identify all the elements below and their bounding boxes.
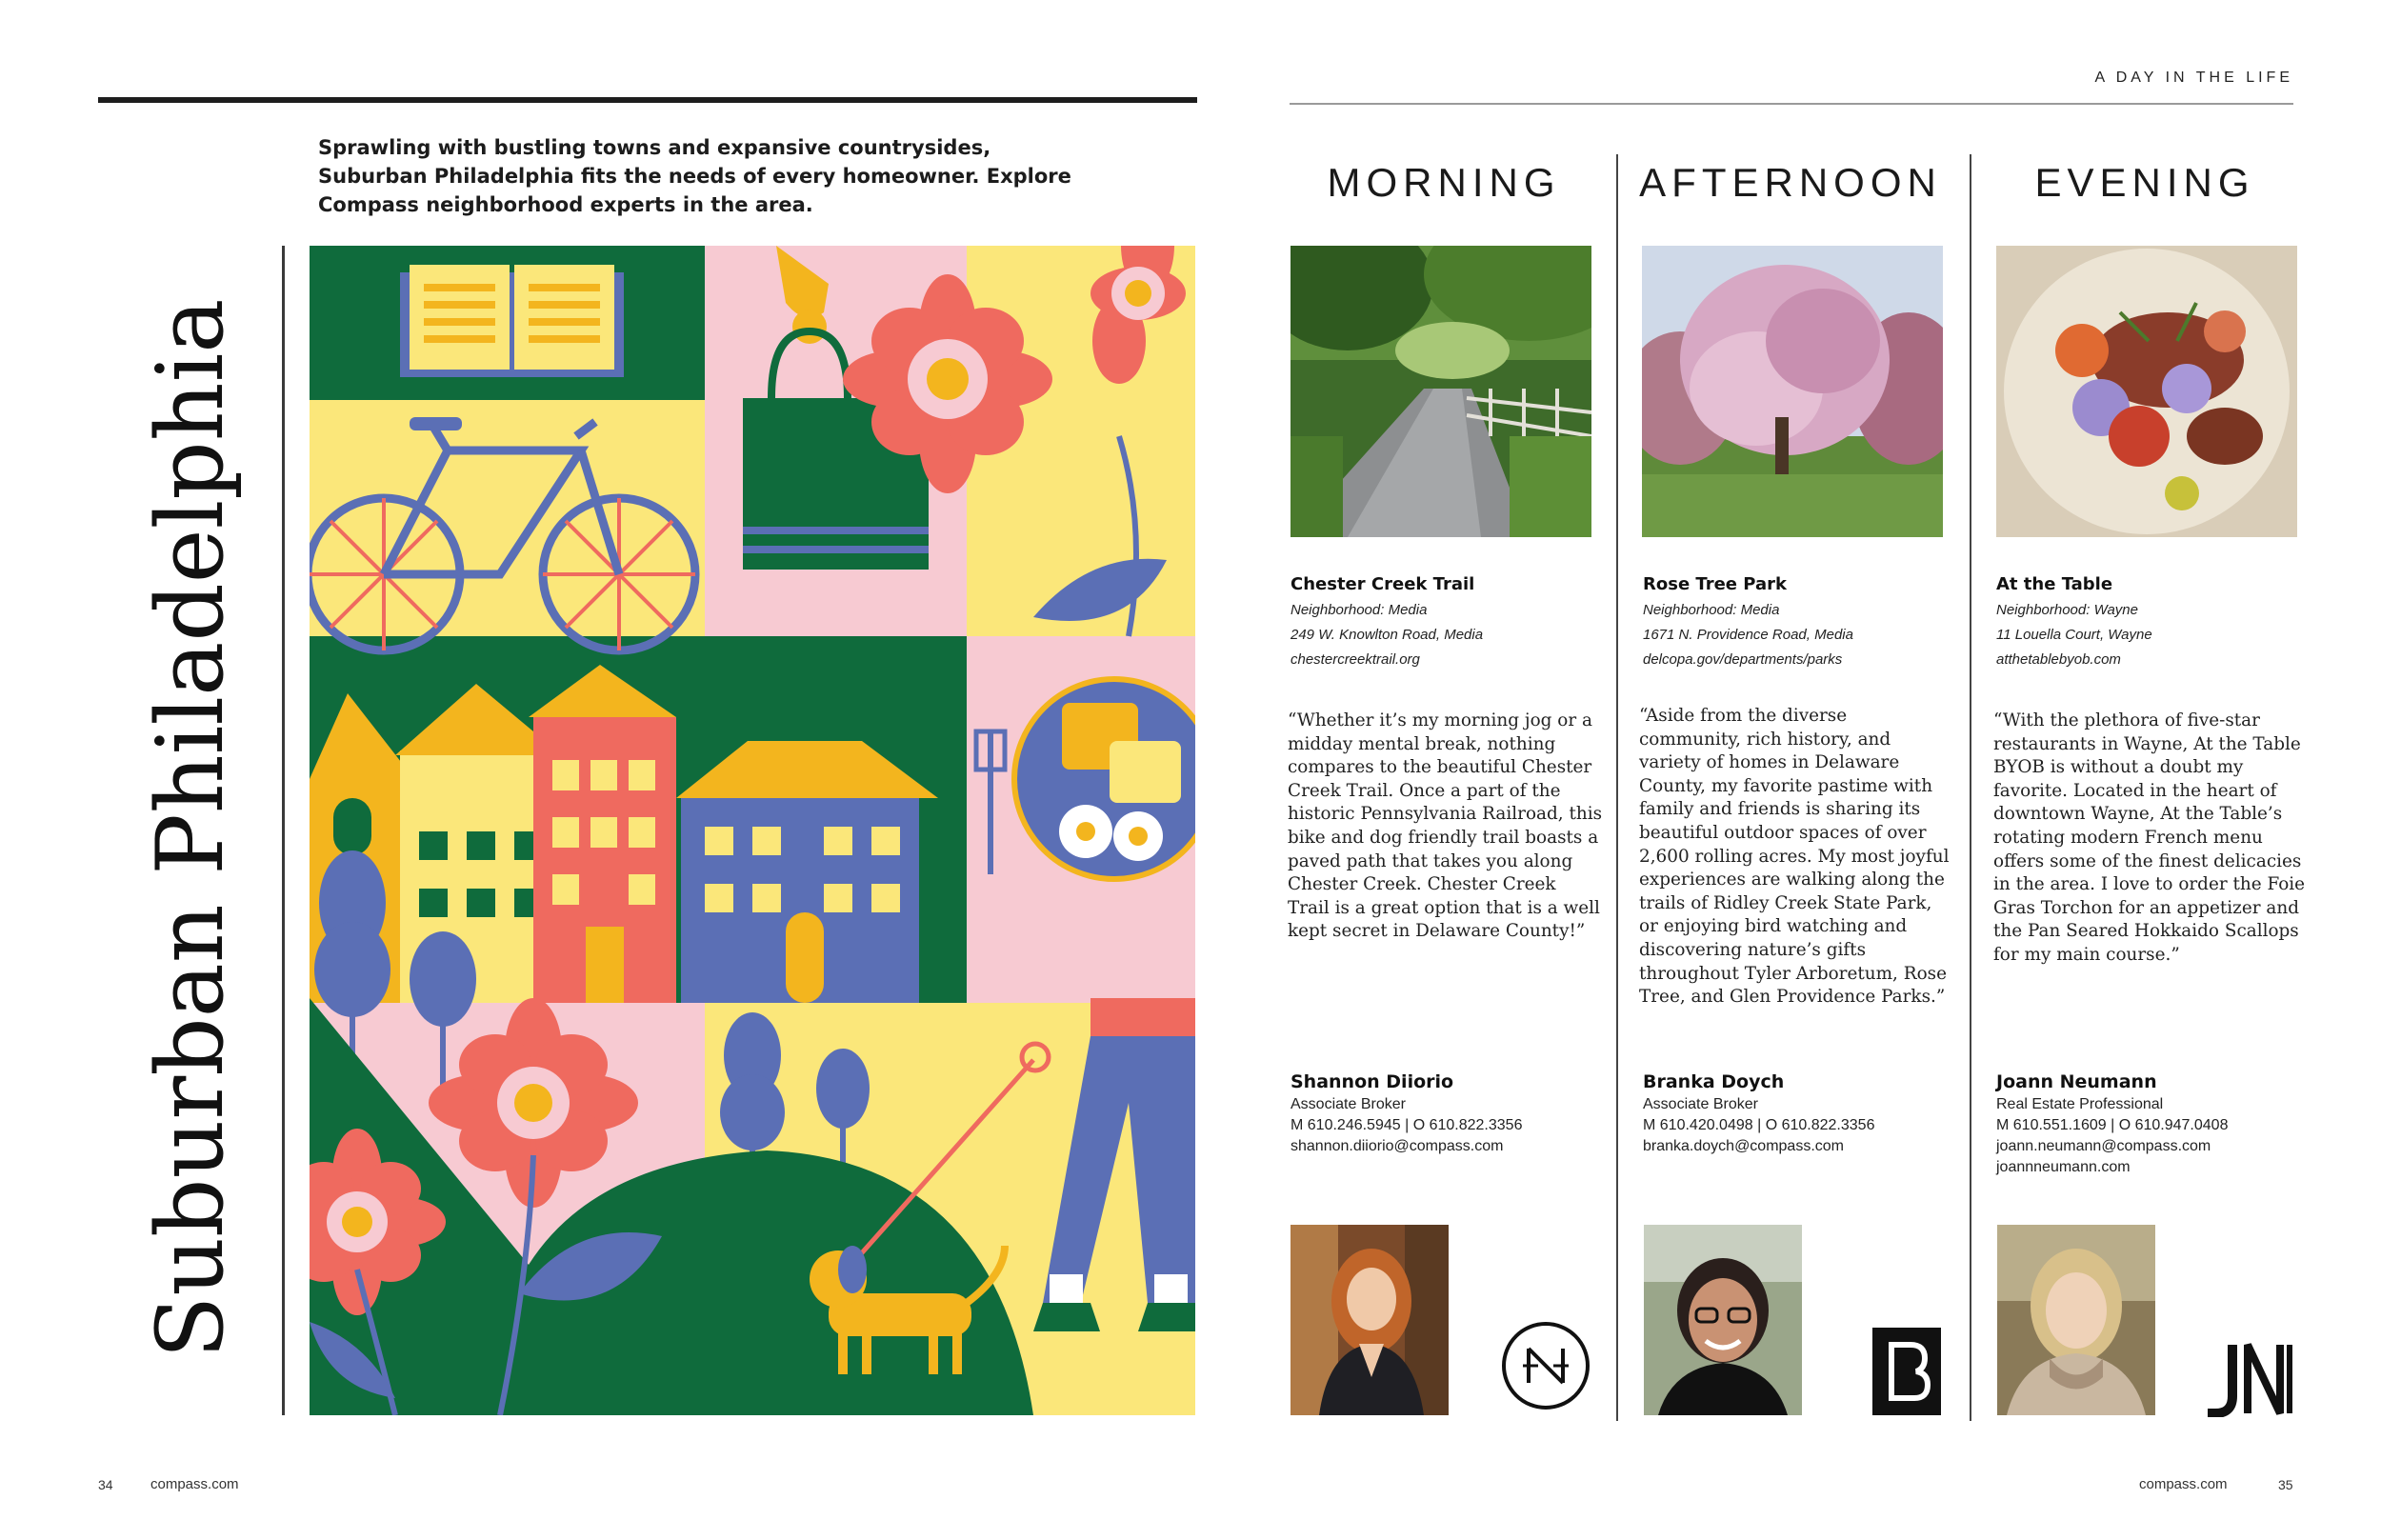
column-heading: MORNING (1327, 160, 1561, 205)
house-right (676, 741, 938, 1003)
intro-text: Sprawling with bustling towns and expansive countrysides, Suburban Philadelphia fits the needs of every homeowner. Explore Compass neighborhood experts in the area. (318, 136, 1071, 216)
place-address: 11 Louella Court, Wayne (1996, 627, 2152, 643)
agent-email[interactable]: branka.doych@compass.com (1643, 1138, 1844, 1154)
vertical-title-wrap (137, 243, 244, 1414)
trail-photo (1291, 246, 1591, 537)
agent-title: Real Estate Professional (1996, 1096, 2164, 1112)
book-icon (400, 265, 624, 377)
agent-quote: “Aside from the diverse community, rich history, and variety of homes in Delaware County, my favorite pastime with family and friends is sharing its beautiful outdoor spaces of over 2,600 rolling acres. My most joyful experiences are walking along the trails of Ridley Creek State Park, or enjoying bird watching and discovering nature’s gifts throughout Tyler Arboretum, Rose Tree, and Glen Providence Parks.” (1639, 706, 1950, 1008)
agent-quote: “Whether it’s my morning jog or a midday mental break, nothing compares to the beautiful Chester Creek Trail. Once a part of the historic Pennsylvania Railroad, this bike and dog friendly trail boasts a paved path that takes you along Chester Creek. Chester Creek Trail is a great option that is a well kept secret in Delaware County!” (1288, 710, 1603, 942)
vertical-rule (282, 246, 285, 1415)
agent-quote: “With the plethora of five-star restaurants in Wayne, At the Table BYOB is without a doubt my favorite. Located in the heart of downtown Wayne, At the Table’s rotating modern French menu offers some of the finest delicacies in the area. I love to order the Foie Gras Torchon for an appetizer and the Pan Seared Hokkaido Scallops for my main course.” (1993, 710, 2306, 965)
sn-circle-monogram-icon (1500, 1320, 1591, 1416)
agent-headshot (1997, 1225, 2155, 1415)
agent-headshot (1644, 1225, 1802, 1415)
agent-name: Shannon Diiorio (1291, 1071, 1454, 1092)
agent-email[interactable]: shannon.diiorio@compass.com (1291, 1138, 1504, 1154)
column-divider (1970, 154, 1971, 1421)
column-divider (1616, 154, 1618, 1421)
jn-monogram-icon (2206, 1341, 2295, 1422)
suburban-illustration (310, 246, 1195, 1415)
place-address: 249 W. Knowlton Road, Media (1291, 627, 1484, 643)
agent-phone: M 610.551.1609 | O 610.947.0408 (1996, 1117, 2229, 1133)
dish-photo (1996, 246, 2297, 537)
page-title: Suburban Philadelphia (137, 298, 244, 1359)
column-heading: AFTERNOON (1639, 160, 1942, 205)
place-neighborhood: Neighborhood: Wayne (1996, 602, 2138, 618)
agent-title: Associate Broker (1643, 1096, 1758, 1112)
place-name: At the Table (1996, 574, 2113, 594)
place-address: 1671 N. Providence Road, Media (1643, 627, 1853, 643)
page-number-right: 35 (2278, 1477, 2293, 1492)
agent-title: Associate Broker (1291, 1096, 1406, 1112)
place-name: Rose Tree Park (1643, 574, 1787, 594)
place-website[interactable]: atthetablebyob.com (1996, 651, 2121, 668)
place-website[interactable]: delcopa.gov/departments/parks (1643, 651, 1843, 668)
agent-name: Branka Doych (1643, 1071, 1785, 1092)
agent-website[interactable]: joannneumann.com (1996, 1159, 2131, 1175)
page-number-left: 34 (98, 1477, 113, 1492)
place-name: Chester Creek Trail (1291, 574, 1475, 594)
footer-url-left: compass.com (150, 1476, 239, 1492)
place-website[interactable]: chestercreektrail.org (1291, 651, 1420, 668)
agent-email[interactable]: joann.neumann@compass.com (1996, 1138, 2211, 1154)
top-rule-left (98, 97, 1197, 103)
b-square-monogram-icon (1872, 1328, 1941, 1420)
place-neighborhood: Neighborhood: Media (1291, 602, 1428, 618)
agent-phone: M 610.420.0498 | O 610.822.3356 (1643, 1117, 1875, 1133)
agent-phone: M 610.246.5945 | O 610.822.3356 (1291, 1117, 1523, 1133)
column-heading: EVENING (2034, 160, 2255, 205)
house-middle (529, 665, 676, 1003)
top-rule-right (1290, 103, 2293, 105)
place-neighborhood: Neighborhood: Media (1643, 602, 1780, 618)
agent-name: Joann Neumann (1996, 1071, 2157, 1092)
section-kicker: A DAY IN THE LIFE (2094, 70, 2293, 86)
agent-headshot (1291, 1225, 1449, 1415)
park-photo (1642, 246, 1943, 537)
footer-url-right: compass.com (2139, 1476, 2228, 1492)
